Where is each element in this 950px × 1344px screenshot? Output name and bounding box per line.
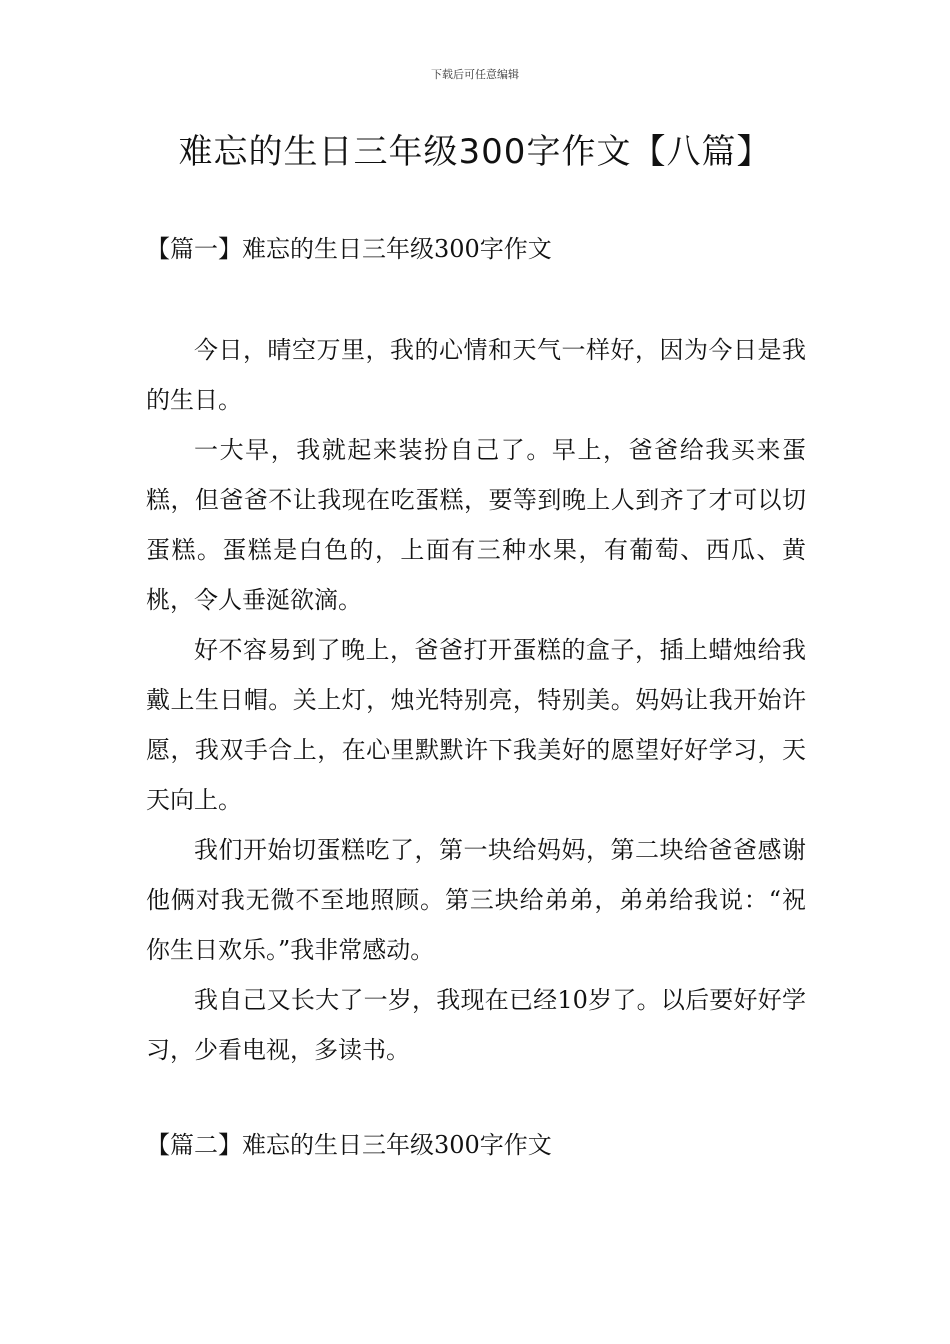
- section-body-1: [146, 325, 806, 1075]
- header-note: 下载后可任意编辑: [431, 68, 519, 81]
- paragraph: 我自己又长大了一岁，我现在已经10岁了。以后要好好学习，少看电视，多读书。: [146, 986, 806, 1064]
- section-heading-2: 【篇二】难忘的生日三年级300字作文: [146, 1131, 552, 1159]
- document-title: 难忘的生日三年级300字作文【八篇】: [178, 132, 772, 172]
- paragraph: 一大早，我就起来装扮自己了。早上，爸爸给我买来蛋糕，但爸爸不让我现在吃蛋糕，要等到晚上人到齐了才可以切蛋糕。蛋糕是白色的，上面有三种水果，有葡萄、西瓜、黄桃，令人垂涎欲滴。: [146, 436, 806, 614]
- section-heading-1: 【篇一】难忘的生日三年级300字作文: [146, 235, 552, 263]
- paragraph: 今日，晴空万里，我的心情和天气一样好，因为今日是我的生日。: [146, 336, 806, 414]
- paragraph: 好不容易到了晚上，爸爸打开蛋糕的盒子，插上蜡烛给我戴上生日帽。关上灯，烛光特别亮，特别美。妈妈让我开始许愿，我双手合上，在心里默默许下我美好的愿望好好学习，天天向上。: [146, 636, 806, 814]
- paragraph: 我们开始切蛋糕吃了，第一块给妈妈，第二块给爸爸感谢他俩对我无微不至地照顾。第三块给弟弟，弟弟给我说：“祝你生日欢乐。”我非常感动。: [146, 836, 806, 964]
